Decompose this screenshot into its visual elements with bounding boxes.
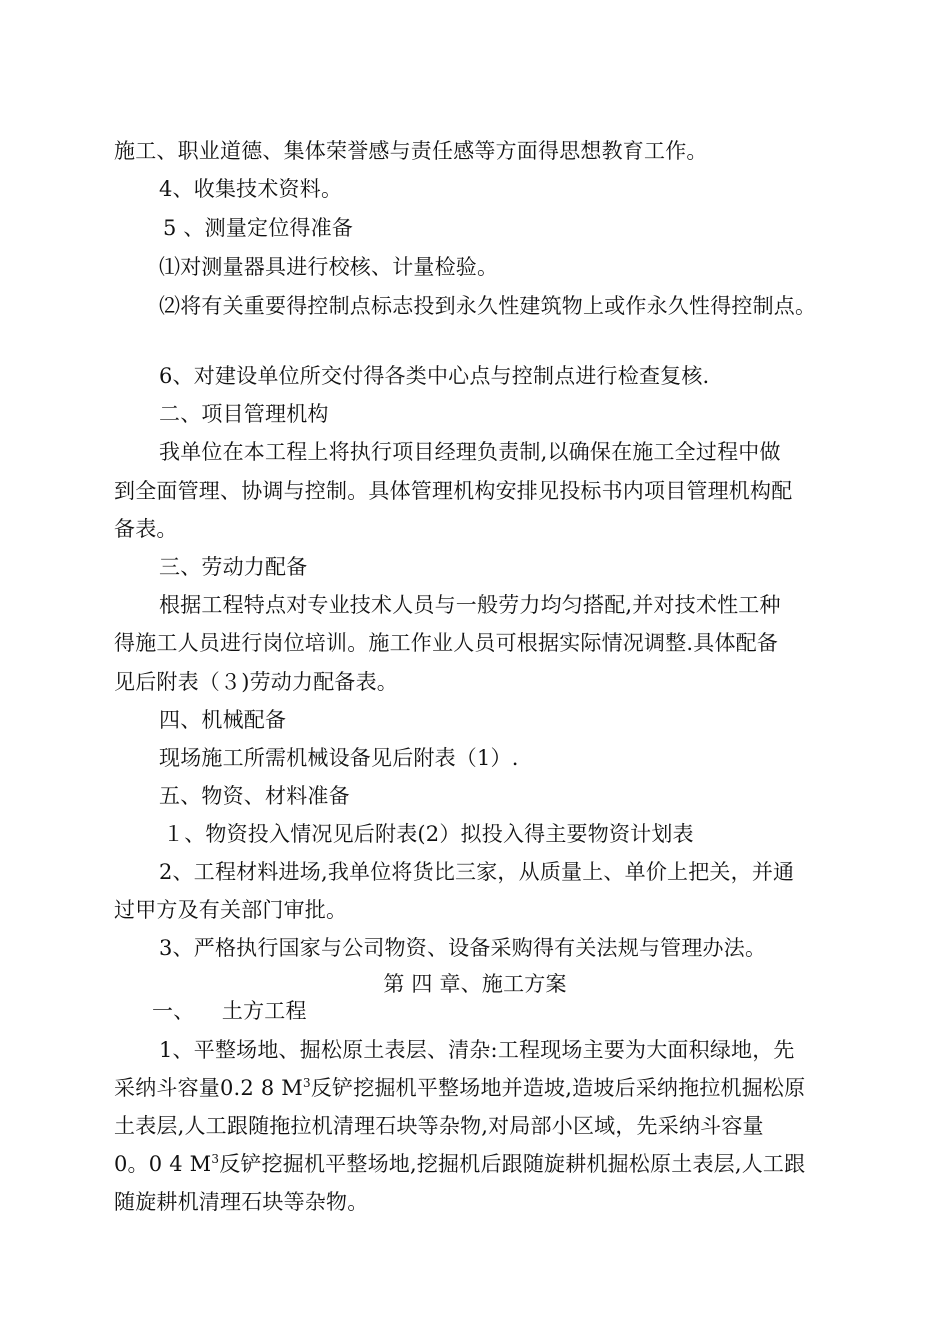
text-line: 我单位在本工程上将执行项目经理负责制,以确保在施工全过程中做 — [159, 440, 781, 464]
text-line: 到全面管理、协调与控制。具体管理机构安排见投标书内项目管理机构配 — [114, 479, 793, 503]
text-line — [114, 1074, 844, 1102]
text-line: 得施工人员进行岗位培训。施工作业人员可根据实际情况调整.具体配备 — [114, 631, 779, 655]
section-heading: 二、项目管理机构 — [159, 402, 329, 426]
text-segment: 0。0 4 M — [114, 1152, 212, 1176]
text-line: １、物资投入情况见后附表(2）拟投入得主要物资计划表 — [163, 822, 694, 846]
text-line — [114, 1150, 844, 1178]
chapter-heading: 第 四 章、施工方案 — [383, 972, 567, 996]
text-line: 3、严格执行国家与公司物资、设备采购得有关法规与管理办法。 — [159, 936, 767, 960]
text-line: 现场施工所需机械设备见后附表（1）. — [159, 746, 519, 770]
text-line: 1、平整场地、掘松原土表层、清杂:工程现场主要为大面积绿地，先 — [159, 1038, 795, 1062]
text-line: 5 、测量定位得准备 — [163, 216, 354, 240]
text-line: 施工、职业道德、集体荣誉感与责任感等方面得思想教育工作。 — [114, 139, 708, 163]
text-line: 根据工程特点对专业技术人员与一般劳力均匀搭配,并对技术性工种 — [159, 593, 781, 617]
section-heading: 三、劳动力配备 — [159, 555, 308, 579]
superscript: 3 — [211, 1152, 220, 1166]
text-segment: 反铲挖掘机平整场地,挖掘机后跟随旋耕机掘松原土表层,人工跟 — [219, 1152, 806, 1176]
text-line: 随旋耕机清理石块等杂物。 — [114, 1190, 369, 1214]
superscript: 3 — [303, 1076, 311, 1090]
text-line: 2、工程材料进场,我单位将货比三家，从质量上、单价上把关，并通 — [159, 860, 795, 884]
section-heading: 一、 土方工程 — [152, 999, 307, 1023]
text-line: 备表。 — [114, 517, 178, 541]
text-line: 土表层,人工跟随拖拉机清理石块等杂物,对局部小区域，先采纳斗容量 — [114, 1114, 764, 1138]
text-line: 见后附表（３)劳动力配备表。 — [114, 670, 398, 694]
text-line: ⑵将有关重要得控制点标志投到永久性建筑物上或作永久性得控制点。 — [159, 294, 817, 318]
text-line: 4、收集技术资料。 — [159, 177, 343, 201]
text-line: ⑴对测量器具进行校核、计量检验。 — [159, 255, 499, 279]
text-segment: 采纳斗容量0.2 8 M — [114, 1076, 304, 1100]
text-line: 6、对建设单位所交付得各类中心点与控制点进行检查复核. — [159, 364, 710, 388]
section-heading: 五、物资、材料准备 — [159, 784, 350, 808]
text-line: 过甲方及有关部门审批。 — [114, 898, 348, 922]
text-segment: 反铲挖掘机平整场地并造坡,造坡后采纳拖拉机掘松原 — [310, 1076, 806, 1100]
section-heading: 四、机械配备 — [159, 708, 287, 732]
